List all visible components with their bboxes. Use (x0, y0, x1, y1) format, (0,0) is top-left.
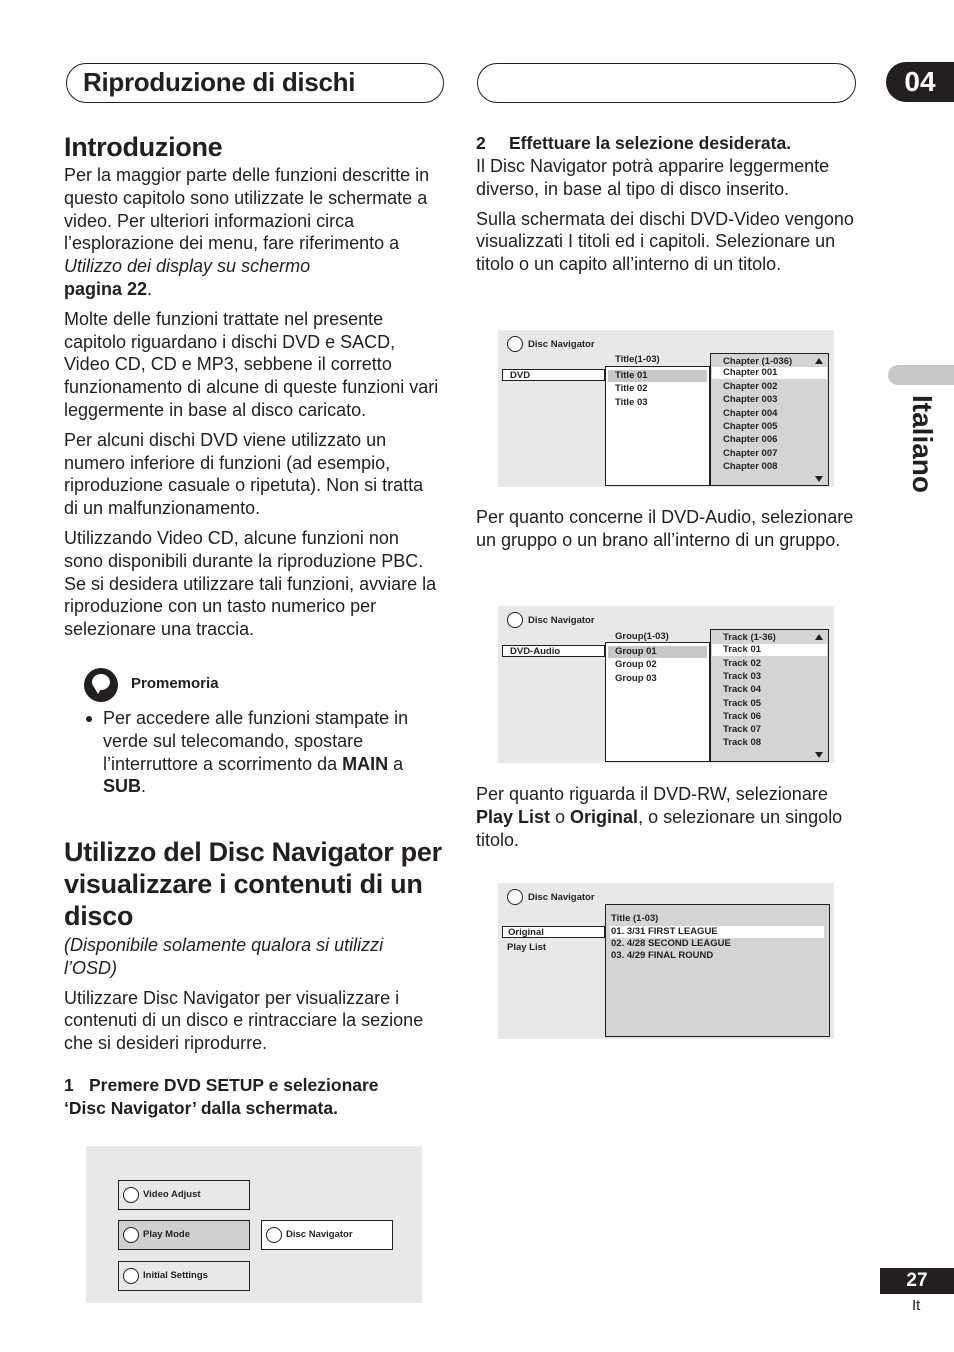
intro-heading: Introduzione (64, 132, 223, 162)
step-2 (476, 132, 856, 155)
submenu-label-disc-navigator: Disc Navigator (286, 1229, 353, 1240)
title-row[interactable] (615, 397, 648, 409)
track-label: Track 02 (723, 658, 762, 669)
rw-text (476, 783, 856, 851)
disc-type-label: DVD-Audio (510, 646, 561, 657)
intro-p1-text: Per la maggior parte delle funzioni descritte in questo capitolo sono utilizzate le schermate a video. Per ulteriori informazioni circa l’esplorazione dei menu, fare riferimento a (64, 165, 430, 254)
scroll-up-icon[interactable] (815, 358, 823, 364)
note-icon (84, 668, 118, 702)
rw-original: Original (570, 806, 639, 827)
note-sub: SUB (103, 776, 142, 797)
track-row[interactable] (723, 711, 761, 723)
step-2-text: Effettuare la selezione desiderata. (509, 133, 792, 153)
disc-icon (507, 612, 523, 628)
scroll-down-icon[interactable] (815, 752, 823, 758)
rw-title-label: 03. 4/29 FINAL ROUND (611, 950, 714, 961)
chapter-label: Chapter 003 (723, 394, 778, 405)
title-column-header: Title(1-03) (615, 354, 660, 365)
rw-title-row-selected[interactable] (610, 926, 824, 938)
disc-type-row[interactable] (502, 645, 605, 657)
note-title: Promemoria (131, 675, 219, 692)
group-label: Group 01 (615, 646, 657, 657)
group-column-header: Group(1-03) (615, 631, 669, 642)
step-2-number: 2 (476, 133, 486, 153)
screen-header: Disc Navigator (528, 615, 595, 626)
step-1 (64, 1074, 424, 1120)
disc-icon (507, 336, 523, 352)
track-label: Track 03 (723, 671, 762, 682)
track-row[interactable] (723, 658, 761, 670)
chapter-column (710, 353, 829, 486)
step-2-paragraph-1: Il Disc Navigator potrà apparire leggermente diverso, in base al tipo di disco inserito. (476, 156, 830, 199)
screen-header: Disc Navigator (528, 892, 595, 903)
nav-heading: Utilizzo del Disc Navigator per visualizzare i contenuti di un disco (64, 837, 442, 931)
chapter-column-header: Chapter (1-036) (723, 356, 793, 367)
chapter-row[interactable] (723, 461, 777, 473)
track-row-selected[interactable] (712, 644, 827, 656)
step-1-number: 1 (64, 1075, 74, 1095)
note-main: MAIN (342, 753, 389, 774)
disc-navigator-icon (266, 1227, 282, 1243)
track-label: Track 05 (723, 698, 762, 709)
note-end: . (141, 776, 147, 797)
note-text-a: Per accedere alle funzioni stampate in verde sul telecomando, spostare l’interruttore a scorrimento da (103, 708, 409, 774)
chapter-label: Chapter 002 (723, 381, 778, 392)
step-2-paragraph-2: Sulla schermata dei dischi DVD-Video vengono visualizzati I titoli ed i capitoli. Selezionare un titolo o un capito all’interno di un titolo. (476, 208, 854, 275)
dvd-rw-navigator-screen (498, 883, 834, 1039)
chapter-label: Chapter 006 (723, 434, 778, 445)
empty-header-pill (477, 63, 856, 103)
chapter-row[interactable] (723, 394, 777, 406)
chapter-label: Chapter 001 (723, 367, 778, 378)
rw-title-header: Title (1-03) (611, 913, 659, 924)
group-label: Group 02 (615, 659, 657, 670)
chapter-label: Chapter 007 (723, 448, 778, 459)
menu-item-initial-settings[interactable] (118, 1261, 250, 1291)
note-bullet (84, 707, 434, 798)
group-row-selected[interactable] (608, 646, 707, 658)
dvd-navigator-screen (498, 330, 834, 487)
mode-row-original[interactable] (502, 926, 605, 938)
rw-title-label: 02. 4/28 SECOND LEAGUE (611, 938, 731, 949)
group-label: Group 03 (615, 673, 657, 684)
screen-header: Disc Navigator (528, 339, 595, 350)
track-column (710, 629, 829, 762)
submenu-disc-navigator[interactable] (261, 1220, 393, 1250)
rw-text-a: Per quanto riguarda il DVD-RW, selezionare (476, 784, 828, 804)
nav-paragraph: Utilizzare Disc Navigator per visualizzare i contenuti di un disco e rintracciare la sezione che si desideri riprodurre. (64, 987, 424, 1054)
rw-title-row[interactable] (611, 950, 713, 962)
title-row[interactable] (615, 383, 648, 395)
page-number: 27 (880, 1268, 954, 1294)
intro-paragraph-4: Utilizzando Video CD, alcune funzioni non sono disponibili durante la riproduzione PBC. Se si desidera utilizzare tali funzioni, avviare la riproduzione con un tasto numerico per selezionare una traccia. (64, 527, 437, 640)
intro-text (64, 164, 439, 648)
rw-title-label: 01. 3/31 FIRST LEAGUE (611, 926, 718, 937)
chapter-number: 04 (886, 62, 954, 102)
play-mode-icon (123, 1227, 139, 1243)
track-row[interactable] (723, 724, 761, 736)
intro-p1-end: . (147, 278, 153, 299)
title-row-selected[interactable] (608, 370, 707, 382)
intro-p1-italic: Utilizzo dei display su schermo (64, 256, 311, 277)
chapter-row[interactable] (723, 434, 777, 446)
scroll-up-icon[interactable] (815, 634, 823, 640)
chapter-label: Chapter 008 (723, 461, 778, 472)
track-label: Track 06 (723, 711, 762, 722)
chapter-row[interactable] (723, 381, 777, 393)
initial-settings-icon (123, 1268, 139, 1284)
disc-type-label: DVD (510, 370, 531, 381)
track-label: Track 01 (723, 644, 762, 655)
track-label: Track 07 (723, 724, 762, 735)
chapter-row-selected[interactable] (712, 367, 827, 379)
section-header-pill (66, 63, 444, 103)
title-column (605, 366, 710, 486)
intro-paragraph-1 (64, 164, 439, 301)
language-text: Italiano (907, 395, 938, 494)
chapter-label: Chapter 004 (723, 408, 778, 419)
disc-type-row[interactable] (502, 369, 605, 381)
video-adjust-icon (123, 1187, 139, 1203)
rw-or: o (550, 806, 571, 827)
chapter-row[interactable] (723, 421, 777, 433)
track-row[interactable] (723, 698, 761, 710)
language-code: It (912, 1297, 921, 1314)
track-label: Track 08 (723, 737, 762, 748)
track-row[interactable] (723, 737, 761, 749)
setup-menu-screen (86, 1146, 422, 1303)
step-2-text-block (476, 155, 856, 283)
section-title: Riproduzione di dischi (83, 67, 356, 97)
group-column (605, 642, 710, 762)
chapter-label: Chapter 005 (723, 421, 778, 432)
track-label: Track 04 (723, 684, 762, 695)
menu-label-initial-settings: Initial Settings (143, 1270, 208, 1281)
nav-text (64, 934, 439, 1062)
menu-label-video-adjust: Video Adjust (143, 1189, 201, 1200)
disc-icon (507, 889, 523, 905)
menu-item-video-adjust[interactable] (118, 1180, 250, 1210)
note-text (103, 707, 434, 798)
mode-row-play-list[interactable] (507, 942, 546, 954)
rw-title-row[interactable] (611, 938, 731, 950)
track-row[interactable] (723, 671, 761, 683)
step-1-text: Premere DVD SETUP e selezionare ‘Disc Navigator’ dalla schermata. (64, 1075, 379, 1118)
chapter-row[interactable] (723, 448, 777, 460)
menu-item-play-mode[interactable] (118, 1220, 250, 1250)
audio-text: Per quanto concerne il DVD-Audio, selezionare un gruppo o un brano all’interno di un gruppo. (476, 507, 854, 550)
track-column-header: Track (1-36) (723, 632, 776, 643)
track-row[interactable] (723, 684, 761, 696)
mode-label-original: Original (508, 927, 544, 938)
note-mid: a (388, 753, 404, 774)
nav-italic-text: (Disponibile solamente qualora si utilizzi l’OSD) (64, 935, 384, 978)
language-tab (888, 365, 954, 385)
group-row[interactable] (615, 673, 657, 685)
title-label: Title 02 (615, 383, 648, 394)
group-row[interactable] (615, 659, 657, 671)
mode-label-play-list: Play List (507, 942, 547, 953)
rw-text-end: , o selezionare un singolo titolo. (476, 806, 843, 850)
menu-label-play-mode: Play Mode (143, 1229, 190, 1240)
intro-paragraph-3: Per alcuni dischi DVD viene utilizzato un numero inferiore di funzioni (ad esempio, riproduzione casuale o ripetuta). Non si tratta di un malfunzionamento. (64, 429, 424, 519)
rw-title-column (605, 904, 830, 1037)
rw-play-list: Play List (476, 806, 551, 827)
language-label (906, 395, 936, 505)
chapter-row[interactable] (723, 408, 777, 420)
intro-paragraph-2: Molte delle funzioni trattate nel presente capitolo riguardano i dischi DVD e SACD, Video CD, CD e MP3, sebbene il corretto funzionamento di alcune di queste funzioni vari leggermente in base al disco caricato. (64, 308, 439, 420)
title-label: Title 01 (615, 370, 648, 381)
nav-italic (64, 934, 439, 980)
scroll-down-icon[interactable] (815, 476, 823, 482)
intro-p1-page-ref: pagina 22 (64, 278, 148, 299)
dvd-audio-navigator-screen (498, 606, 834, 763)
bullet-dot (86, 716, 92, 722)
title-label: Title 03 (615, 397, 648, 408)
